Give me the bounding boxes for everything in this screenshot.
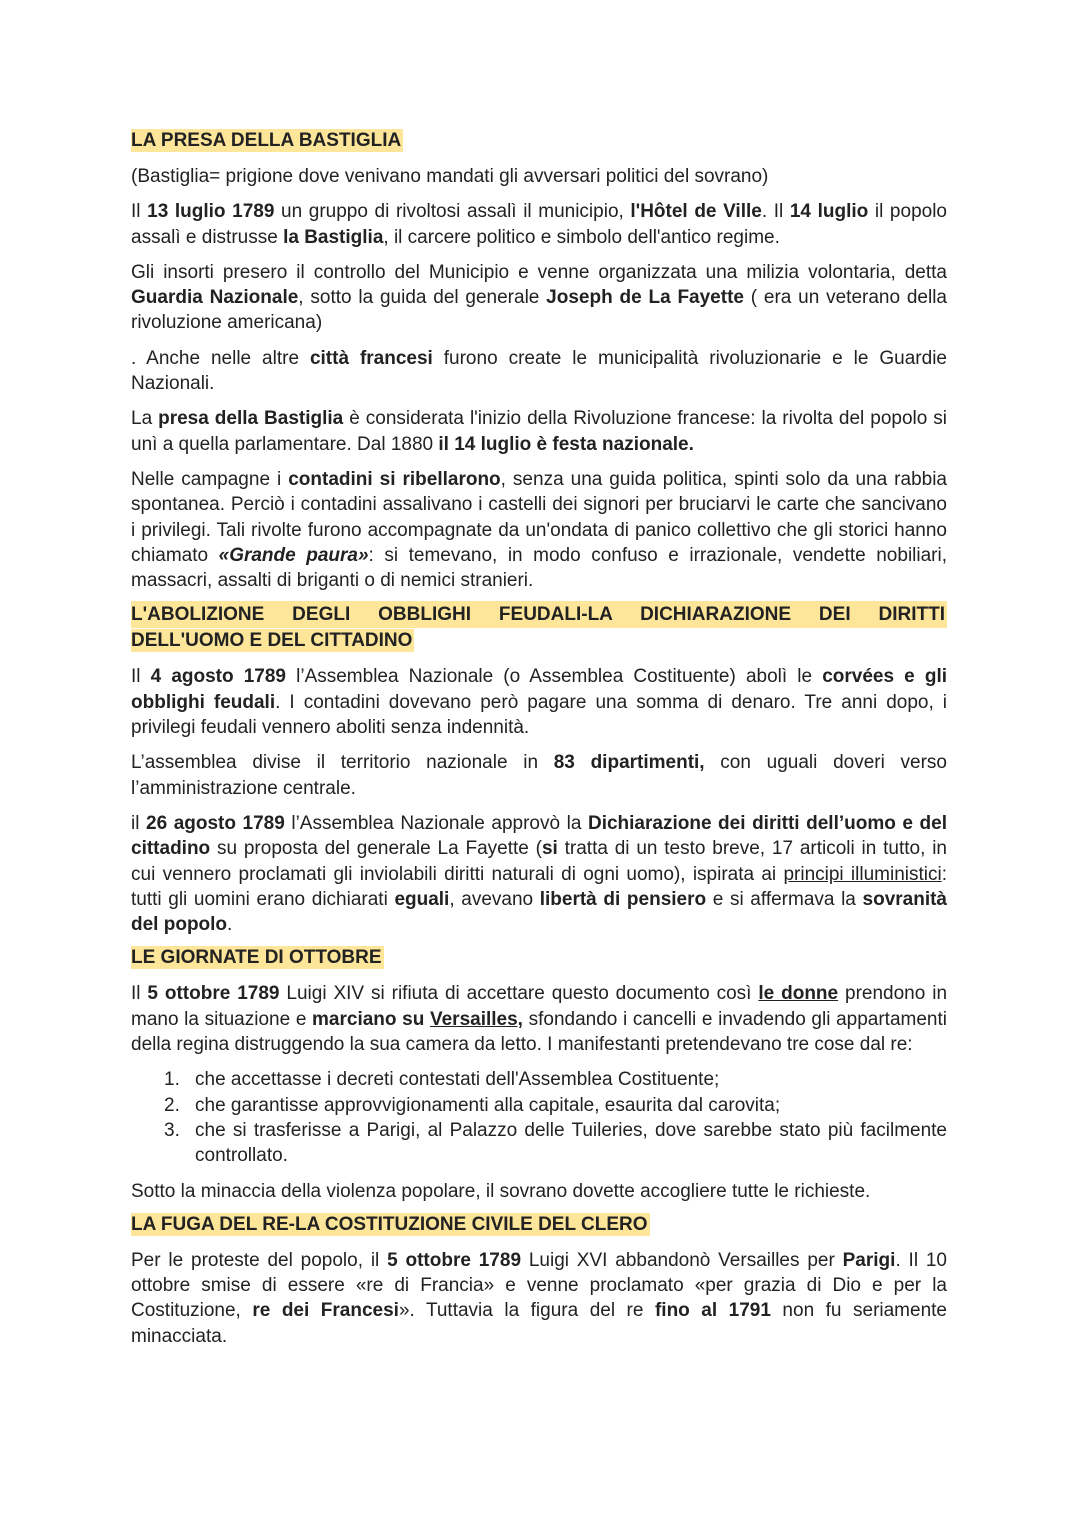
paragraph bbox=[131, 199, 947, 250]
section-heading-abolizione: L'ABOLIZIONE DEGLI OBBLIGHI FEUDALI-LA DICHIARAZIONE DEI DIRITTI DELL'UOMO E DEL CITTADINO bbox=[131, 601, 947, 654]
text-run: l'Hôtel de Ville bbox=[630, 201, 762, 223]
paragraph bbox=[131, 1248, 947, 1349]
text-run: Joseph de La Fayette bbox=[546, 287, 744, 309]
paragraph bbox=[131, 467, 947, 593]
text-run: furono create le municipalità rivoluzionarie e le Guardie Nazionali. bbox=[131, 347, 947, 395]
text-run: , senza una guida politica, spinti solo da una rabbia spontanea. Perciò i contadini assalivano i castelli dei signori per bruciarvi le carte che sancivano i privilegi. Tali rivolte furono accompagnate da un'ondata di panico collettivo che gli storici hanno chiamato bbox=[131, 468, 948, 566]
text-run: Il bbox=[131, 666, 151, 688]
list-item: 3. che si trasferisse a Parigi, al Palazzo delle Tuileries, dove sarebbe stato più facilmente controllato. bbox=[164, 1119, 947, 1167]
paragraph: Sotto la minaccia della violenza popolare, il sovrano dovette accogliere tutte le richieste. bbox=[131, 1180, 871, 1202]
section-heading-giornate: LE GIORNATE DI OTTOBRE bbox=[131, 947, 382, 969]
text-run: è considerata l'inizio della Rivoluzione francese: la rivolta del popolo si unì a quella parlamentare. Dal 1880 bbox=[131, 408, 947, 455]
text-run: : tutti gli uomini erano dichiarati bbox=[131, 863, 947, 910]
text-run: . Il 10 ottobre smise di essere «re di Francia» e venne proclamato «per grazia di Dio e per la Costituzione, bbox=[131, 1249, 947, 1322]
section-heading-fuga: LA FUGA DEL RE-LA COSTITUZIONE CIVILE DEL CLERO bbox=[131, 1213, 648, 1235]
paragraph bbox=[131, 346, 947, 397]
text-run: su proposta del generale La Fayette ( bbox=[210, 838, 542, 860]
text-run: Nelle campagne i bbox=[131, 468, 289, 490]
text-run: Luigi XIV si rifiuta di accettare questo documento così bbox=[279, 983, 759, 1005]
text-run: libertà di pensiero bbox=[539, 888, 707, 910]
text-run: ( era un veterano della rivoluzione americana) bbox=[131, 287, 947, 334]
text-run: tratta di un testo breve, 17 articoli in tutto, in cui vennero proclamati gli inviolabili diritti naturali di ogni uomo), ispirata ai bbox=[131, 838, 947, 885]
text-run: 14 luglio bbox=[789, 201, 869, 223]
text-run: eguali bbox=[394, 888, 450, 910]
text-run: L’assemblea divise il territorio nazionale in bbox=[131, 752, 554, 774]
text-run: Il bbox=[131, 201, 148, 223]
text-run: , avevano bbox=[449, 888, 540, 910]
text-run: Gli insorti presero il controllo del Municipio e venne organizzata una milizia volontaria, detta bbox=[131, 261, 947, 283]
text-run: 4 agosto 1789 bbox=[150, 666, 286, 688]
paragraph bbox=[131, 406, 947, 457]
text-run: 5 ottobre 1789 bbox=[387, 1249, 522, 1271]
text-run: 26 agosto 1789 bbox=[146, 812, 285, 834]
text-run: Il bbox=[131, 983, 148, 1005]
text-run: Parigi bbox=[842, 1249, 896, 1271]
list-item: 1. che accettasse i decreti contestati dell'Assemblea Costituente; bbox=[164, 1069, 720, 1091]
text-run: 13 luglio 1789 bbox=[147, 201, 275, 223]
demands-list bbox=[131, 1067, 947, 1168]
text-run: l’Assemblea Nazionale approvò la bbox=[284, 812, 588, 834]
text-run: e si affermava la bbox=[706, 888, 863, 910]
text-run: un gruppo di rivoltosi assalì il municipio, bbox=[274, 201, 631, 223]
text-run: sovranità del popolo bbox=[131, 888, 947, 936]
text-run: marciano su bbox=[312, 1008, 430, 1030]
text-run: con uguali doveri verso l’amministrazione centrale. bbox=[131, 752, 947, 799]
paragraph bbox=[131, 811, 947, 937]
text-run: il 14 luglio è festa nazionale. bbox=[438, 433, 694, 455]
text-run: Per le proteste del popolo, il bbox=[131, 1249, 388, 1271]
section-heading-bastiglia: LA PRESA DELLA BASTIGLIA bbox=[131, 130, 402, 151]
list-item: 2. che garantisse approvvigionamenti alla capitale, esaurita dal carovita; bbox=[164, 1094, 781, 1116]
text-run: corvées e gli obblighi feudali bbox=[131, 666, 948, 713]
paragraph bbox=[131, 664, 947, 740]
text-run: presa della Bastiglia bbox=[158, 408, 344, 430]
text-run: : si temevano, in modo confuso e irrazionale, vendette nobiliari, massacri, assalti di briganti o di nemici stranieri. bbox=[131, 544, 947, 592]
text-run: prendono in mano la situazione e bbox=[131, 983, 948, 1030]
text-run: principi illuministici bbox=[783, 863, 942, 885]
paragraph: (Bastiglia= prigione dove venivano mandati gli avversari politici del sovrano) bbox=[131, 166, 769, 187]
text-run: Versailles, bbox=[429, 1008, 523, 1030]
text-run: fino al 1791 bbox=[654, 1300, 771, 1322]
text-run: Dichiarazione dei diritti dell’uomo e del cittadino bbox=[131, 812, 947, 860]
text-run: l’Assemblea Nazionale (o Assemblea Costituente) abolì le bbox=[286, 666, 823, 688]
text-run: . Il bbox=[761, 201, 790, 223]
text-run: 5 ottobre 1789 bbox=[147, 983, 280, 1005]
text-run: , il carcere politico e simbolo dell'antico regime. bbox=[383, 226, 780, 248]
text-run: Luigi XVI abbandonò Versailles per bbox=[521, 1249, 843, 1271]
text-run: città francesi bbox=[309, 347, 433, 369]
text-run: , sotto la guida del generale bbox=[298, 287, 547, 309]
text-run: contadini si ribellarono bbox=[288, 468, 501, 490]
document-page bbox=[131, 128, 947, 1359]
paragraph bbox=[131, 981, 947, 1057]
text-run: . Anche nelle altre bbox=[131, 347, 310, 369]
text-run: «Grande paura» bbox=[218, 544, 369, 566]
text-run: la Bastiglia bbox=[283, 226, 384, 248]
text-run: si bbox=[541, 838, 558, 860]
text-run: il popolo assalì e distrusse bbox=[131, 201, 947, 248]
text-run: . bbox=[227, 914, 233, 936]
text-run: le donne bbox=[758, 983, 839, 1005]
text-run: non fu seriamente minacciata. bbox=[131, 1300, 947, 1347]
text-run: sfondando i cancelli e invadendo gli appartamenti della regina distruggendo la sua camera da letto. I manifestanti pretendevano tre cose dal re: bbox=[131, 1008, 947, 1056]
text-run: La bbox=[131, 408, 159, 430]
paragraph bbox=[131, 260, 947, 336]
text-run: re dei Francesi bbox=[252, 1300, 399, 1322]
text-run: ». Tuttavia la figura del re bbox=[398, 1300, 655, 1322]
paragraph bbox=[131, 750, 947, 801]
text-run: Guardia Nazionale bbox=[131, 287, 299, 309]
text-run: 83 dipartimenti, bbox=[553, 752, 705, 774]
text-run: il bbox=[131, 812, 146, 834]
text-run: . I contadini dovevano però pagare una somma di denaro. Tre anni dopo, i privilegi feudali vennero aboliti senza indennità. bbox=[131, 691, 947, 739]
